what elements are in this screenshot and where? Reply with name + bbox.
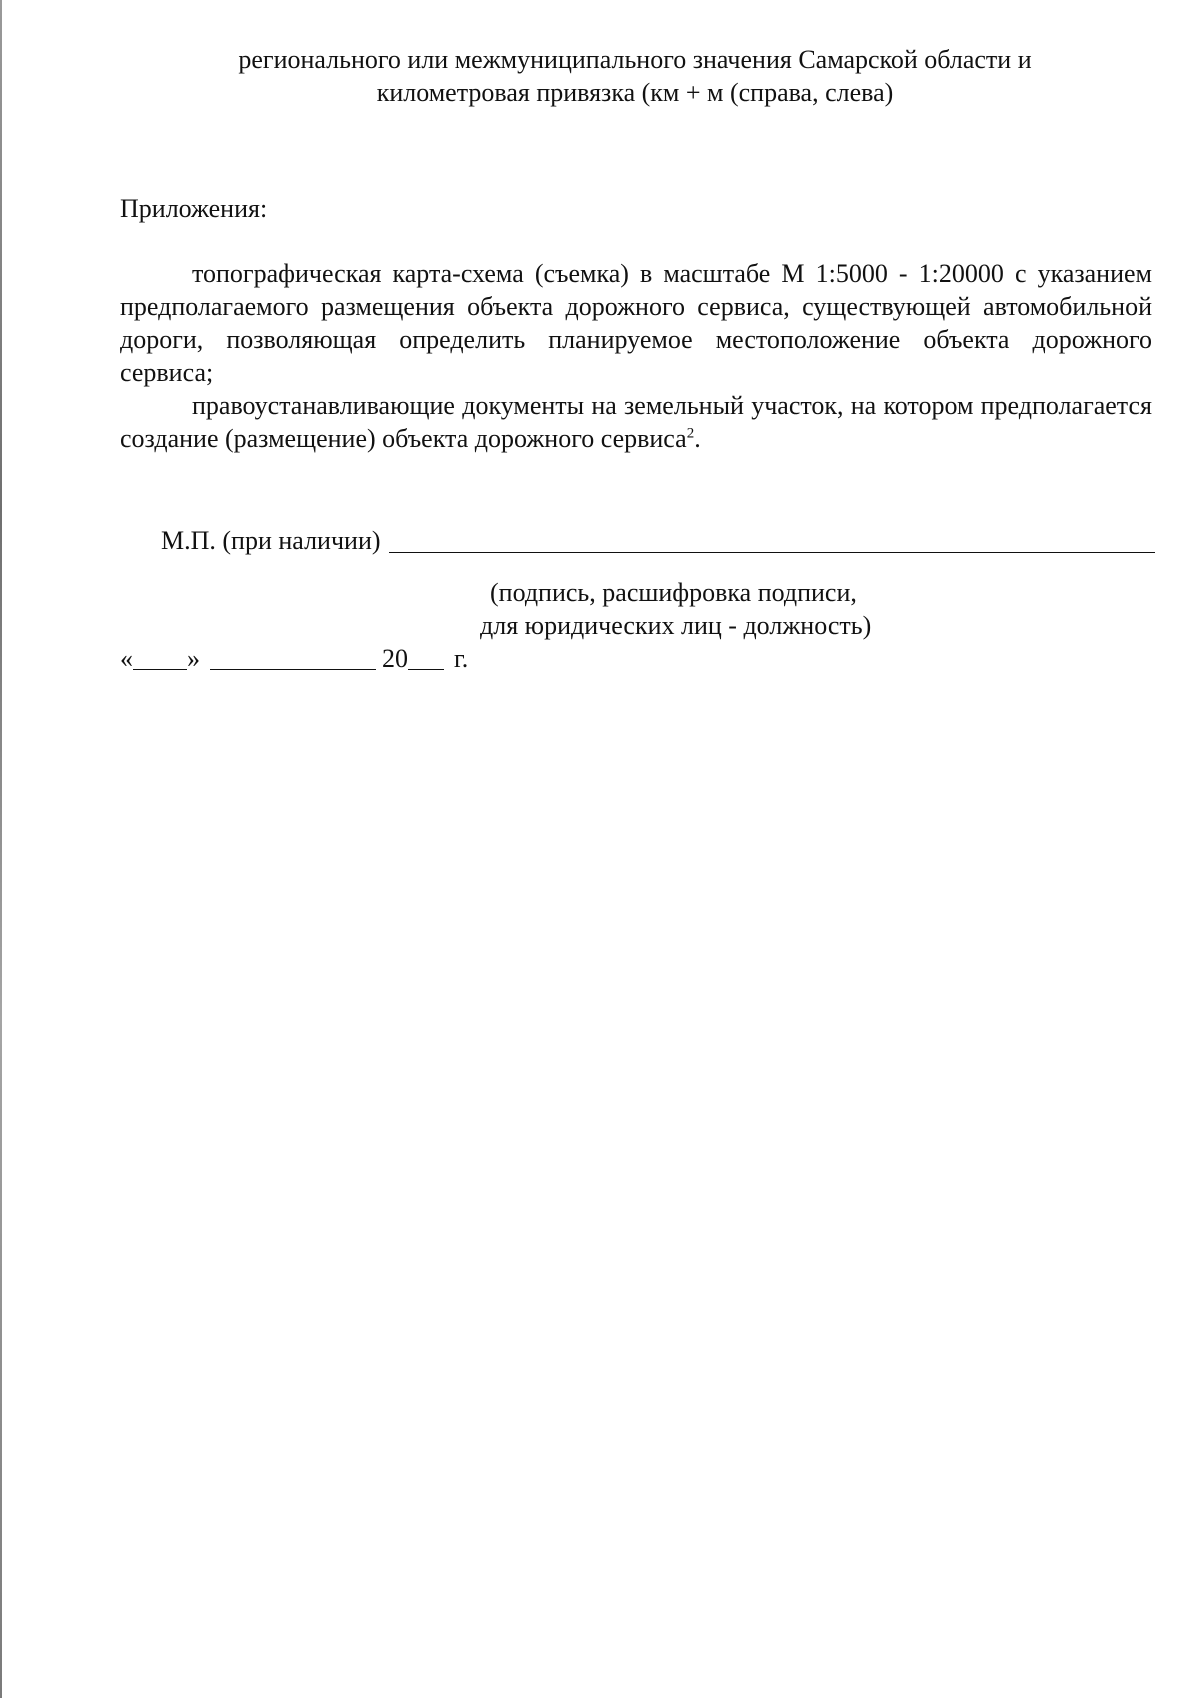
footnote-marker: 2 — [686, 425, 695, 442]
heading-line-1: регионального или межмуниципального значения Самарской области и — [238, 45, 1032, 74]
signature-blank — [389, 526, 1155, 553]
month-blank — [210, 645, 376, 670]
day-blank — [133, 645, 187, 670]
signature-caption-line-1: (подпись, расшифровка подписи, — [490, 578, 857, 607]
year-suffix: г. — [454, 644, 469, 673]
heading-continuation — [120, 43, 1150, 109]
signature-caption — [480, 576, 871, 642]
year-prefix: 20 — [382, 644, 408, 673]
heading-line-2: километровая привязка (км + м (справа, слева) — [376, 78, 894, 107]
seal-signature-line — [161, 522, 1155, 557]
attachment-item-1 — [120, 257, 1152, 389]
scan-edge — [0, 0, 2, 1698]
attachment-item-2-text: правоустанавливающие документы на земельный участок, на котором предполагается создание (размещение) объекта дорожного сервиса — [120, 391, 1152, 453]
year-blank — [408, 645, 444, 670]
seal-label: М.П. (при наличии) — [161, 526, 381, 555]
date-open-quote: « — [120, 644, 133, 673]
attachment-item-2 — [120, 389, 1152, 455]
date-line — [120, 642, 468, 675]
attachments-list — [120, 257, 1152, 455]
attachment-item-2-tail: . — [694, 424, 701, 453]
signature-caption-line-2: для юридических лиц - должность) — [480, 611, 872, 640]
date-close-quote: » — [187, 644, 200, 673]
attachments-label: Приложения: — [120, 194, 268, 223]
attachment-item-1-text: топографическая карта-схема (съемка) в масштабе М 1:5000 - 1:20000 с указанием предполагаемого размещения объекта дорожного сервиса, существующей автомобильной дороги, позволяющая определить планируемое местоположение объекта дорожного сервиса; — [120, 259, 1152, 387]
